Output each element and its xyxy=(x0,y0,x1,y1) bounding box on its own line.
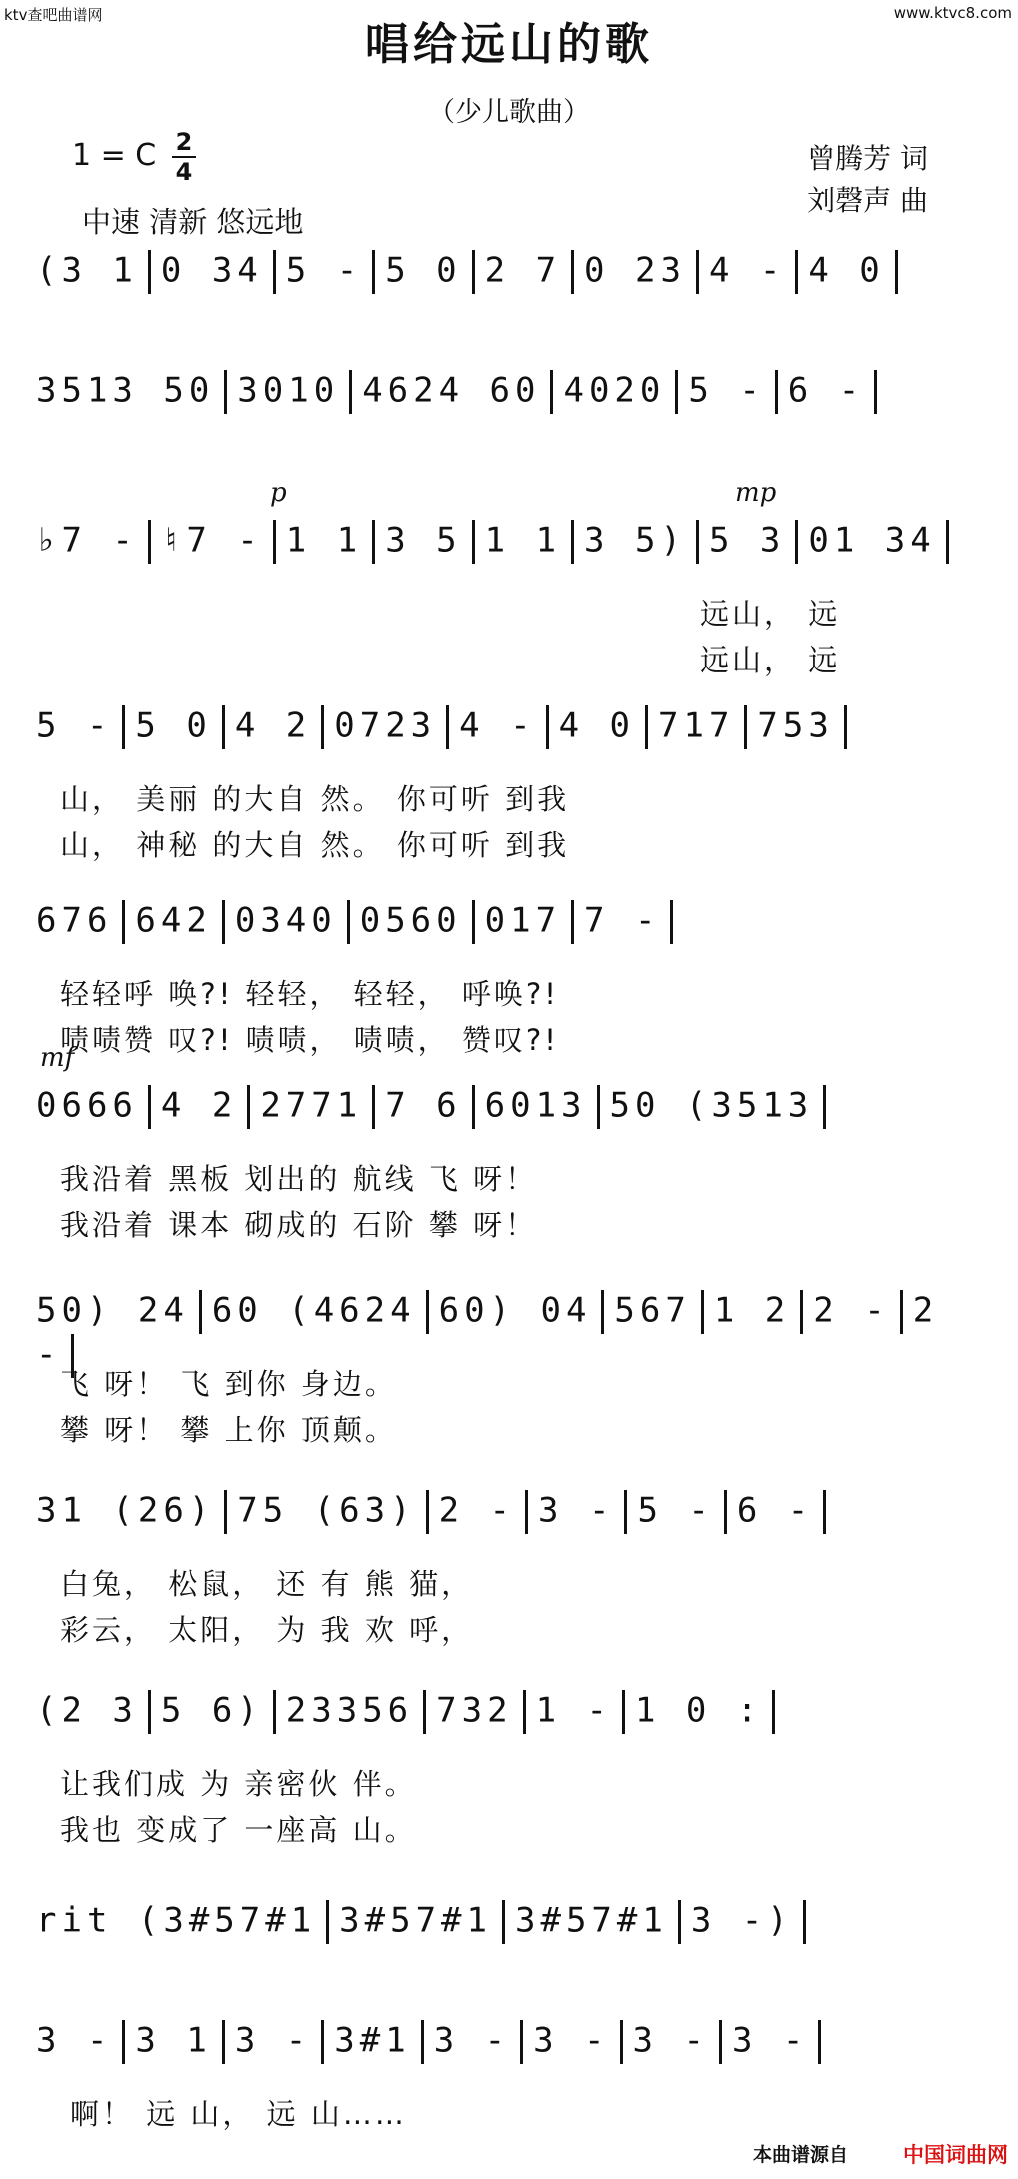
bar-line xyxy=(224,370,227,414)
measure: 0 23 xyxy=(584,250,686,291)
bar-line xyxy=(148,1690,151,1734)
time-sig-top: 2 xyxy=(175,128,193,156)
score-line-6 xyxy=(36,1085,986,1155)
measure: 2 - xyxy=(813,1290,890,1331)
measure: 4 0 xyxy=(558,705,635,746)
measure: 5 0 xyxy=(135,705,212,746)
measure: 2771 xyxy=(260,1085,363,1126)
measure: 3#1 xyxy=(334,2020,411,2061)
bar-line xyxy=(546,705,549,749)
lyric-line: 我沿着 课本 砌成的 石阶 攀 呀！ xyxy=(60,1208,538,1242)
bar-line xyxy=(349,370,352,414)
measure: 7 6 xyxy=(385,1085,462,1126)
measure: 6013 xyxy=(484,1085,587,1126)
measure: 5 0 xyxy=(385,250,462,291)
score-line-3 xyxy=(36,520,986,590)
bar-line xyxy=(273,250,276,294)
measure: 50) 24 xyxy=(36,1290,189,1331)
measure: 3 - xyxy=(533,2020,610,2061)
bar-line xyxy=(601,1290,604,1334)
measure: 0 34 xyxy=(160,250,263,291)
bar-line xyxy=(472,250,475,294)
measure: 732 xyxy=(436,1690,513,1731)
bar-line xyxy=(823,1490,826,1534)
bar-line xyxy=(523,1690,526,1734)
bar-line xyxy=(525,1490,528,1534)
bar-line xyxy=(803,1900,806,1944)
measure: 1 1 xyxy=(484,520,562,561)
lyric-line: 彩云， 太阳， 为 我 欢 呼， xyxy=(60,1613,474,1647)
measure: 0666 xyxy=(36,1085,138,1126)
bar-line xyxy=(247,1085,250,1129)
measure: 4 2 xyxy=(160,1085,238,1126)
bar-line xyxy=(446,705,449,749)
bar-line xyxy=(620,2020,623,2064)
bar-line xyxy=(347,900,350,944)
bar-line xyxy=(222,2020,225,2064)
bar-line xyxy=(423,1690,426,1734)
bar-line xyxy=(645,705,648,749)
bar-line xyxy=(597,1085,600,1129)
measure: 1 0 : xyxy=(634,1690,763,1731)
lyric-line: 我沿着 黑板 划出的 航线 飞 呀！ xyxy=(60,1162,538,1196)
measure: 3#57#1 xyxy=(515,1900,668,1941)
bar-line xyxy=(426,1490,429,1534)
lyric-line: 山， 神秘 的大自 然。 你可听 到我 xyxy=(60,828,570,862)
lyric-line: 啧啧赞 叹?! 啧啧， 啧啧， 赞叹?! xyxy=(60,1023,559,1057)
measure: 3 5 xyxy=(385,520,462,561)
score-line-11 xyxy=(36,2020,986,2090)
bar-line xyxy=(571,250,574,294)
bar-line xyxy=(675,370,678,414)
measure: 0560 xyxy=(359,900,462,941)
footer-site: 中国词曲网 xyxy=(903,2143,1008,2167)
measure: 5 - xyxy=(637,1490,714,1531)
score-line-10 xyxy=(36,1900,986,1970)
tempo-marking: 中速 清新 悠远地 xyxy=(82,205,304,239)
measure: ♭7 - xyxy=(36,520,138,561)
measure: 3513 50 xyxy=(36,370,215,411)
bar-line xyxy=(795,250,798,294)
lyric-line: 远山， 远 xyxy=(700,597,841,631)
bar-line xyxy=(122,2020,125,2064)
measure: 4 - xyxy=(708,250,786,291)
bar-line xyxy=(222,900,225,944)
bar-line xyxy=(946,520,949,564)
credits xyxy=(807,138,928,222)
bar-line xyxy=(772,1690,775,1734)
time-signature xyxy=(172,128,196,186)
measure: 3 5) xyxy=(584,520,686,561)
lyric-line: 白兔， 松鼠， 还 有 熊 猫， xyxy=(60,1567,474,1601)
measure: 01 34 xyxy=(808,520,936,561)
bar-line xyxy=(874,370,877,414)
dynamic-marking: mf xyxy=(40,1043,75,1073)
measure: 60 (4624 xyxy=(211,1290,416,1331)
bar-line xyxy=(122,705,125,749)
lyric-line: 我也 变成了 一座高 山。 xyxy=(60,1813,417,1847)
measure: 3 - xyxy=(433,2020,511,2061)
bar-line xyxy=(502,1900,505,1944)
lyricist-credit: 曾腾芳 词 xyxy=(807,142,928,175)
score-line-2 xyxy=(36,370,986,440)
bar-line xyxy=(520,2020,523,2064)
measure: 3 1 xyxy=(135,2020,212,2061)
measure: 5 3 xyxy=(708,520,786,561)
measure: 4020 xyxy=(563,370,666,411)
measure: 75 (63) xyxy=(237,1490,416,1531)
bar-line xyxy=(724,1490,727,1534)
bar-line xyxy=(224,1490,227,1534)
measure: (3 1 xyxy=(36,250,138,291)
lyric-line: 飞 呀！ 飞 到你 身边。 xyxy=(60,1367,397,1401)
score-line-8 xyxy=(36,1490,986,1560)
bar-line xyxy=(571,900,574,944)
bar-line xyxy=(550,370,553,414)
measure: 6 - xyxy=(736,1490,814,1531)
bar-line xyxy=(472,900,475,944)
bar-line xyxy=(744,705,747,749)
measure: 567 xyxy=(614,1290,691,1331)
song-subtitle: （少儿歌曲） xyxy=(428,97,590,128)
lyric-line: 攀 呀！ 攀 上你 顶颠。 xyxy=(60,1413,397,1447)
bar-line xyxy=(701,1290,704,1334)
measure: 4 2 xyxy=(234,705,312,746)
bar-line xyxy=(795,520,798,564)
bar-line xyxy=(719,2020,722,2064)
measure: 2 - xyxy=(36,1290,939,1375)
bar-line xyxy=(696,520,699,564)
bar-line xyxy=(372,520,375,564)
score-line-5 xyxy=(36,900,986,970)
bar-line xyxy=(148,1085,151,1129)
measure: 642 xyxy=(135,900,212,941)
bar-line xyxy=(696,250,699,294)
bar-line xyxy=(622,1690,625,1734)
measure: 5 - xyxy=(285,250,363,291)
score-line-7 xyxy=(36,1290,986,1375)
measure: 5 - xyxy=(688,370,765,411)
measure: 50 (3513 xyxy=(609,1085,814,1126)
bar-line xyxy=(273,520,276,564)
time-sig-bottom: 4 xyxy=(175,158,193,186)
dynamic-marking: mp xyxy=(735,478,777,508)
bar-line xyxy=(571,520,574,564)
bar-line xyxy=(775,370,778,414)
composer-credit: 刘磬声 曲 xyxy=(807,184,928,217)
lyric-line: 轻轻呼 唤?! 轻轻， 轻轻， 呼唤?! xyxy=(60,977,559,1011)
bar-line xyxy=(321,705,324,749)
measure: rit (3#57#1 xyxy=(36,1900,317,1941)
measure: 4 0 xyxy=(808,250,885,291)
footer-source: 本曲谱源自 xyxy=(752,2144,848,2166)
measure: 3 - xyxy=(538,1490,615,1531)
bar-line xyxy=(222,705,225,749)
bar-line xyxy=(372,1085,375,1129)
bar-line xyxy=(122,900,125,944)
measure: 6 - xyxy=(787,370,865,411)
measure: 4 - xyxy=(459,705,536,746)
bar-line xyxy=(800,1290,803,1334)
bar-line xyxy=(823,1085,826,1129)
bar-line xyxy=(426,1290,429,1334)
bar-line xyxy=(818,2020,821,2064)
bar-line xyxy=(273,1690,276,1734)
measure: 717 xyxy=(658,705,735,746)
bar-line xyxy=(199,1290,202,1334)
site-url-right: www.ktvc8.com xyxy=(893,4,1012,22)
measure: 0723 xyxy=(334,705,437,746)
bar-line xyxy=(844,705,847,749)
measure: 5 6) xyxy=(160,1690,263,1731)
bar-line xyxy=(148,520,151,564)
bar-line xyxy=(472,520,475,564)
bar-line xyxy=(624,1490,627,1534)
score-line-9 xyxy=(36,1690,986,1760)
measure: (2 3 xyxy=(36,1690,138,1731)
key-signature: 1 = C xyxy=(72,138,157,173)
song-title: 唱给远山的歌 xyxy=(365,19,653,70)
lyric-line: 让我们成 为 亲密伙 伴。 xyxy=(60,1767,417,1801)
measure: 23356 xyxy=(285,1690,414,1731)
bar-line xyxy=(895,250,898,294)
score-line-1 xyxy=(36,250,986,320)
measure: 753 xyxy=(757,705,834,746)
measure: 60) 04 xyxy=(438,1290,592,1331)
measure: 3 - xyxy=(731,2020,809,2061)
site-name-left: ktv查吧曲谱网 xyxy=(4,6,103,24)
measure: 1 - xyxy=(535,1690,612,1731)
measure: ♮7 - xyxy=(160,520,263,561)
bar-line xyxy=(670,900,673,944)
bar-line xyxy=(148,250,151,294)
measure: 2 7 xyxy=(484,250,562,291)
bar-line xyxy=(678,1900,681,1944)
measure: 5 - xyxy=(36,705,113,746)
dynamic-marking: p xyxy=(270,478,287,508)
measure: 3010 xyxy=(237,370,340,411)
lyric-line: 啊！ 远 山， 远 山…… xyxy=(70,2097,407,2131)
bar-line xyxy=(421,2020,424,2064)
measure: 0340 xyxy=(234,900,337,941)
measure: 1 2 xyxy=(713,1290,791,1331)
bar-line xyxy=(900,1290,903,1334)
measure: 7 - xyxy=(584,900,661,941)
bar-line xyxy=(372,250,375,294)
measure: 3 -) xyxy=(690,1900,793,1941)
measure: 1 1 xyxy=(285,520,363,561)
measure: 676 xyxy=(36,900,113,941)
bar-line xyxy=(321,2020,324,2064)
lyric-line: 山， 美丽 的大自 然。 你可听 到我 xyxy=(60,782,570,816)
measure: 3 - xyxy=(36,2020,113,2061)
bar-line xyxy=(326,1900,329,1944)
measure: 3 - xyxy=(632,2020,709,2061)
score-line-4 xyxy=(36,705,986,775)
bar-line xyxy=(472,1085,475,1129)
measure: 31 (26) xyxy=(36,1490,215,1531)
measure: 017 xyxy=(484,900,562,941)
measure: 2 - xyxy=(438,1490,516,1531)
measure: 4624 60 xyxy=(362,370,541,411)
measure: 3#57#1 xyxy=(339,1900,492,1941)
measure: 3 - xyxy=(234,2020,312,2061)
lyric-line: 远山， 远 xyxy=(700,643,841,677)
